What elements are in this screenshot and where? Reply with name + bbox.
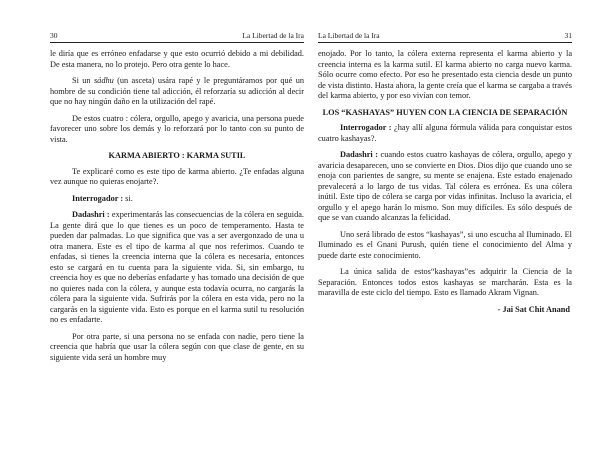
left-page-number: 30 [50,31,58,40]
left-paragraph-3: De estos cuatro : cólera, orgullo, apego y avaricia, una persona puede favorecer uno sobre los demás y lo reforzará por lo tanto con su punto de vista. [50,113,304,144]
left-page [50,0,304,463]
left-paragraph-7: Por otra parte, si una persona no se enfada con nadie, pero tiene la creencia que habría que usar la cólera según con que clase de gente, en su siguiente vida será un hombre muy [50,331,304,362]
left-p2-after: (un asceta) usára rapé y le preguntáramos por qué un hombre de su condición tiene tal adicción, él reforzaría su adicción al decir que no hay ningún daño en la utilización del rapé. [50,76,304,106]
signature: - Jai Sat Chit Anand [497,304,570,314]
left-paragraph-5 [50,194,304,205]
right-section-heading: LOS “KASHAYAS” HUYEN CON LA CIENCIA DE SEPARACIÓN [322,107,568,117]
left-p2-before: Si un [72,76,94,85]
right-page [318,0,572,463]
left-speaker-interrogator: Interrogador : [72,193,124,203]
right-page-header [318,31,572,43]
right-paragraph-4: Uno será librado de estos “kashayas”, si uno escucha al Iluminado. El Iluminado es el Gnani Purush, quién tiene el conocimiento del Alma y puede darte este conocimiento. [318,229,572,260]
left-speaker-dadashri: Dadashri : [72,210,110,219]
right-speaker-dadashri: Dadashri : [340,150,379,159]
right-p2-text: ¿hay allí alguna fórmula válida para conquistar estos cuatro kashayas?. [318,123,572,143]
left-running-title: La Libertad de la Ira [242,31,304,40]
right-paragraph-5: La única salida de estos“kashayas”es adquirir la Ciencia de la Separación. Entonces todos estos kashayas se marcharán. Esta es la maravilla de este ciclo del tiempo. Esto es llamado Akram Vignan. [318,267,572,297]
left-paragraph-6 [50,210,304,326]
left-p2-italic-word: sádhu [93,76,114,85]
left-paragraph-4: Te explicaré como es este tipo de karma abierto. ¿Te enfadas alguna vez aunque no quieras enojarte?. [50,166,304,186]
left-p6-text: experimentarás las consecuencias de la cólera en seguida. La gente dirá que lo que tienes es un poco de temperamento. Hasta te pueden dar palmadas. Lo que significa que vas a ser avergonzado de una u otra manera. Este es el tipo de karma al que nos referimos. Cuando te enfadas, si tienes la creencia interna que la cólera es necesaria, entonces esto se cargará en tu cuenta para la siguiente vida. Si, sin embargo, tu creencia hoy es que no deberías enfadarte y has tomado una decisión de que no quieres nada con la cólera, y aunque esta todavía ocurra, no cargarás la cólera para la siguiente vida. Sufrirás por la cólera en esta vida, pero no la cargarás en la siguiente vida. Esto es porque en el karma sutil tu resolución no es enfadarte. [50,210,304,324]
left-section-heading: KARMA ABIERTO : KARMA SUTIL [108,151,246,160]
right-paragraph-3 [318,150,572,224]
right-running-title: La Libertad de la Ira [318,31,380,40]
right-paragraph-2 [318,123,572,144]
left-paragraph-1: le diría que es erróneo enfadarse y que esto ocurrió debido a mi debilidad. De esta manera, no lo protejo. Pero otra gente lo hace. [50,49,304,69]
right-p3-text: cuando estos cuatro kashayas de cólera, orgullo, apego y avaricia desaparecen, uno se convierte en Dios. Dios dijo que cuando uno se enoja con parientes de sangre, su mente se enajena. Este estado enajenado prevalecerá a lo largo de tus vidas. Tal cólera es errónea. Es una cólera inútil. Este tipo de cólera se carga por vidas infinitas. Incluso la avaricia, el orgullo y el apego harán lo mismo. Son muy difíciles. Es sólo después de que se van cuando alcanzas la felicidad. [318,150,573,222]
right-paragraph-1: enojado. Por lo tanto, la cólera externa representa el karma abierto y la creencia interna es la karma sutil. El karma abierto no carga nuevo karma. Sólo ocurre como efecto. Por eso he presentado esta ciencia desde un punto de vista distinto. Hasta ahora, la gente creía que el karma se cargaba a través del karma abierto, y por eso vivían con temor. [318,49,572,100]
left-page-header [50,31,304,43]
right-page-number: 31 [564,31,572,40]
right-speaker-interrogator: Interrogador : [340,123,392,132]
left-paragraph-2 [50,76,304,108]
left-p5-text: si. [123,193,133,203]
